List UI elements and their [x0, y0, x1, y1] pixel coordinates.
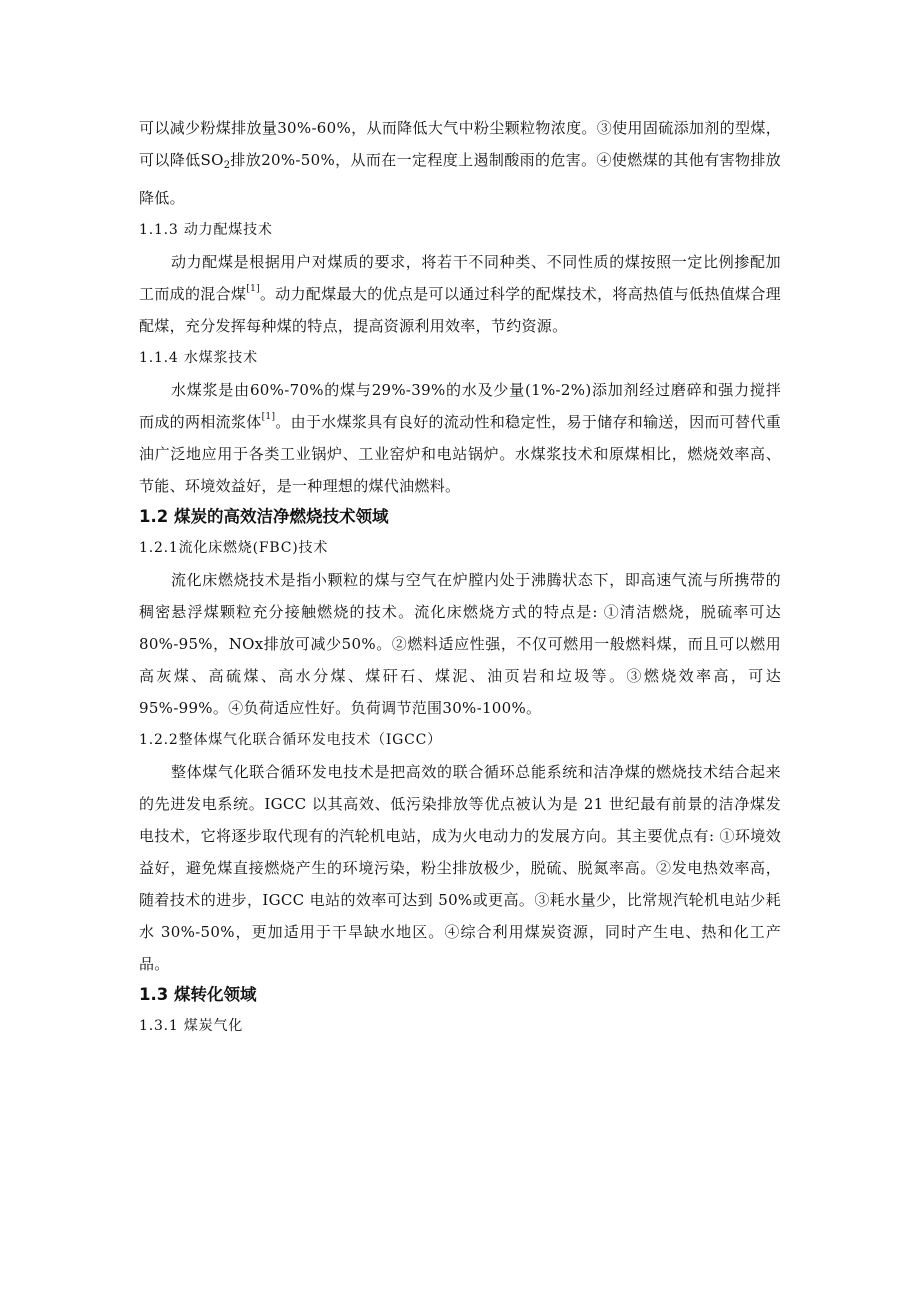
paragraph-coal-briquette-benefits	[139, 112, 781, 214]
paragraph-power-coal-blending	[139, 246, 781, 342]
paragraph-text: 。由于水煤浆具有良好的流动性和稳定性，易于储存和输送，因而可替代重油广泛地应用于各类工业锅炉、工业窑炉和电站锅炉。水煤浆技术和原煤相比，燃烧效率高、节能、环境效益好，是一种理想的煤代油燃料。	[139, 413, 781, 495]
heading-1-3-1: 1.3.1 煤炭气化	[139, 1018, 244, 1034]
heading-1-2: 1.2 煤炭的高效洁净燃烧技术领域	[139, 507, 389, 526]
paragraph-text: 动力配煤是根据用户对煤质的要求，将若干不同种类、不同性质的煤按照一定比例掺配加工而成的混合煤	[139, 253, 781, 303]
document-body	[139, 112, 781, 1042]
paragraph-coal-water-slurry	[139, 374, 781, 502]
paragraph-fluidized-bed-combustion: 流化床燃烧技术是指小颗粒的煤与空气在炉膛内处于沸腾状态下，即高速气流与所携带的稠密悬浮煤颗粒充分接触燃烧的技术。流化床燃烧方式的特点是: ①清洁燃烧，脱硫率可达80%-95%，NOx排放可减少50%。②燃料适应性强，不仅可燃用一般燃料煤，而且可以燃用高灰煤、高硫煤、高水分煤、煤矸石、煤泥、油页岩和垃圾等。③燃烧效率高，可达95%-99%。④负荷适应性好。负荷调节范围30%-100%。	[139, 571, 781, 717]
heading-1-2-1: 1.2.1流化床燃烧(FBC)技术	[139, 540, 329, 556]
paragraph-text: 可以减少粉煤排放量30%-60%，从而降低大气中粉尘颗粒物浓度。③使用固硫添加剂的型煤，可以降低SO	[139, 119, 781, 169]
paragraph-text: 。动力配煤最大的优点是可以通过科学的配煤技术，将高热值与低热值煤合理配煤，充分发挥每种煤的特点，提高资源利用效率，节约资源。	[139, 285, 781, 335]
heading-1-2-2: 1.2.2整体煤气化联合循环发电技术（IGCC）	[139, 732, 442, 748]
heading-1-1-3: 1.1.3 动力配煤技术	[139, 222, 273, 238]
heading-1-3: 1.3 煤转化领域	[139, 985, 257, 1004]
citation-ref: [1]	[261, 412, 276, 422]
heading-1-1-4: 1.1.4 水煤浆技术	[139, 350, 258, 366]
paragraph-igcc: 整体煤气化联合循环发电技术是把高效的联合循环总能系统和洁净煤的燃烧技术结合起来的先进发电系统。IGCC 以其高效、低污染排放等优点被认为是 21 世纪最有前景的洁净煤发电技术，它将逐步取代现有的汽轮机电站，成为火电动力的发展方向。其主要优点有: ①环境效益好，避免煤直接燃烧产生的环境污染，粉尘排放极少，脱硫、脱氮率高。②发电热效率高，随着技术的进步，IGCC 电站的效率可达到 50%或更高。③耗水量少，比常规汽轮机电站少耗水 30%-50%，更加适用于干旱缺水地区。④综合利用煤炭资源，同时产生电、热和化工产品。	[139, 763, 781, 973]
citation-ref: [1]	[246, 284, 260, 294]
paragraph-text: 水煤浆是由60%-70%的煤与29%-39%的水及少量(1%-2%)添加剂经过磨碎和强力搅拌而成的两相流浆体	[139, 381, 781, 431]
paragraph-text: 排放20%-50%，从而在一定程度上遏制酸雨的危害。④使燃煤的其他有害物排放降低。	[139, 151, 781, 207]
subscript-2: 2	[223, 160, 231, 171]
